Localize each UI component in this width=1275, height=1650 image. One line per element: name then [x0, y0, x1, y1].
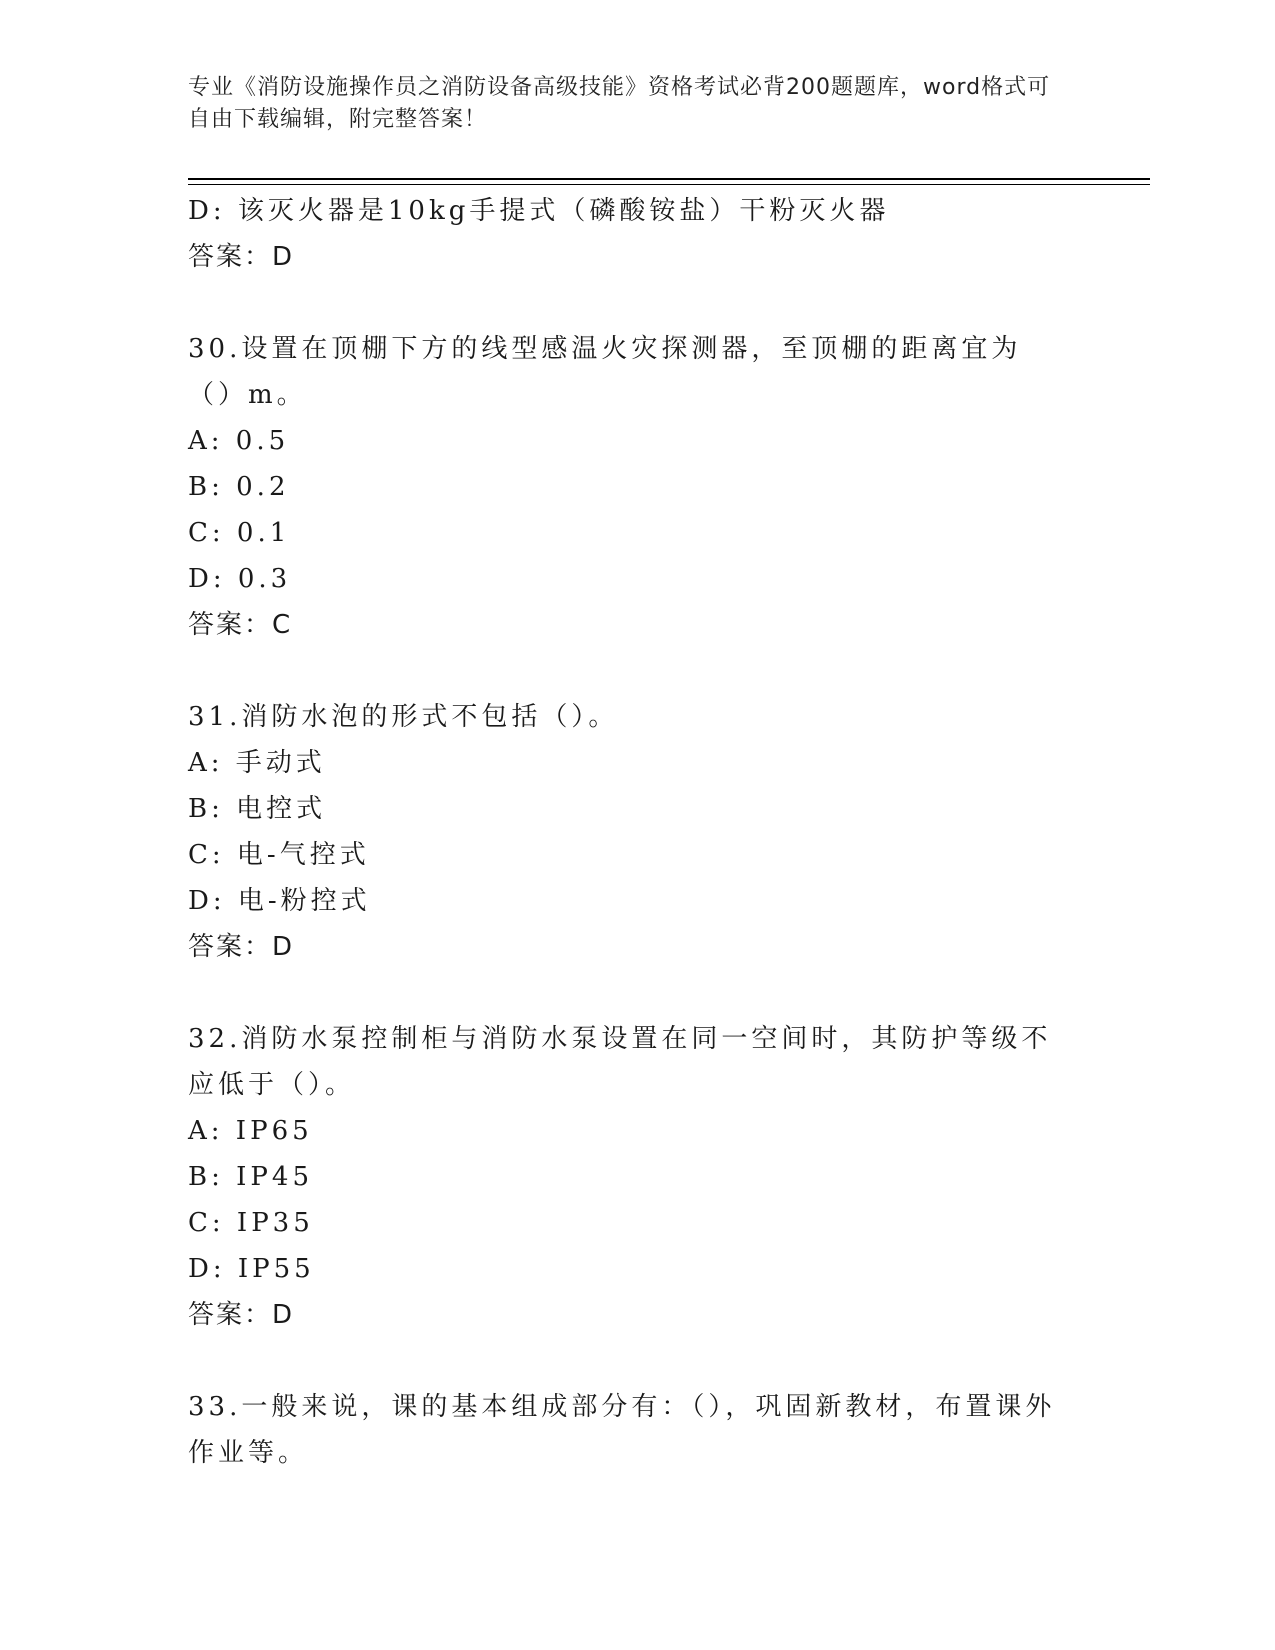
question-30-option-a: A: 0.5: [188, 426, 290, 456]
question-32-answer: 答案：D: [188, 1300, 295, 1330]
question-content: [188, 188, 1088, 1476]
question-30-option-b: B: 0.2: [188, 472, 290, 502]
question-32-option-c: C: IP35: [188, 1208, 314, 1238]
question-32-option-d: D: IP55: [188, 1254, 315, 1284]
question-30-option-c: C: 0.1: [188, 518, 291, 548]
spacer: [188, 1338, 1088, 1384]
header-divider-thin: [188, 184, 1150, 185]
question-30-option-d: D: 0.3: [188, 564, 292, 594]
question-31-option-c: C: 电-气控式: [188, 840, 370, 870]
question-31-option-a: A: 手动式: [188, 748, 326, 778]
question-33-stem: 33.一般来说，课的基本组成部分有：（），巩固新教材，布置课外作业等。: [188, 1392, 1056, 1468]
question-32-option-a: A: IP65: [188, 1116, 313, 1146]
question-31-option-b: B: 电控式: [188, 794, 327, 824]
question-32-option-b: B: IP45: [188, 1162, 313, 1192]
question-31-option-d: D: 电-粉控式: [188, 886, 371, 916]
question-31-stem: 31.消防水泡的形式不包括（）。: [188, 702, 619, 732]
question-30-answer: 答案：C: [188, 610, 293, 640]
question-32-stem: 32.消防水泵控制柜与消防水泵设置在同一空间时，其防护等级不应低于（）。: [188, 1024, 1052, 1100]
spacer: [188, 648, 1088, 694]
spacer: [188, 280, 1088, 326]
header-divider-thick: [188, 178, 1150, 180]
question-31-answer: 答案：D: [188, 932, 295, 962]
spacer: [188, 970, 1088, 1016]
prev-question-option-d: D: 该灭火器是10kg手提式（磷酸铵盐）干粉灭火器: [188, 196, 890, 226]
document-header: 专业《消防设施操作员之消防设备高级技能》资格考试必背200题题库，word格式可自由下载编辑，附完整答案！: [188, 75, 1051, 132]
question-30-stem: 30.设置在顶棚下方的线型感温火灾探测器，至顶棚的距离宜为（）m。: [188, 334, 1022, 410]
prev-question-answer: 答案：D: [188, 242, 295, 272]
